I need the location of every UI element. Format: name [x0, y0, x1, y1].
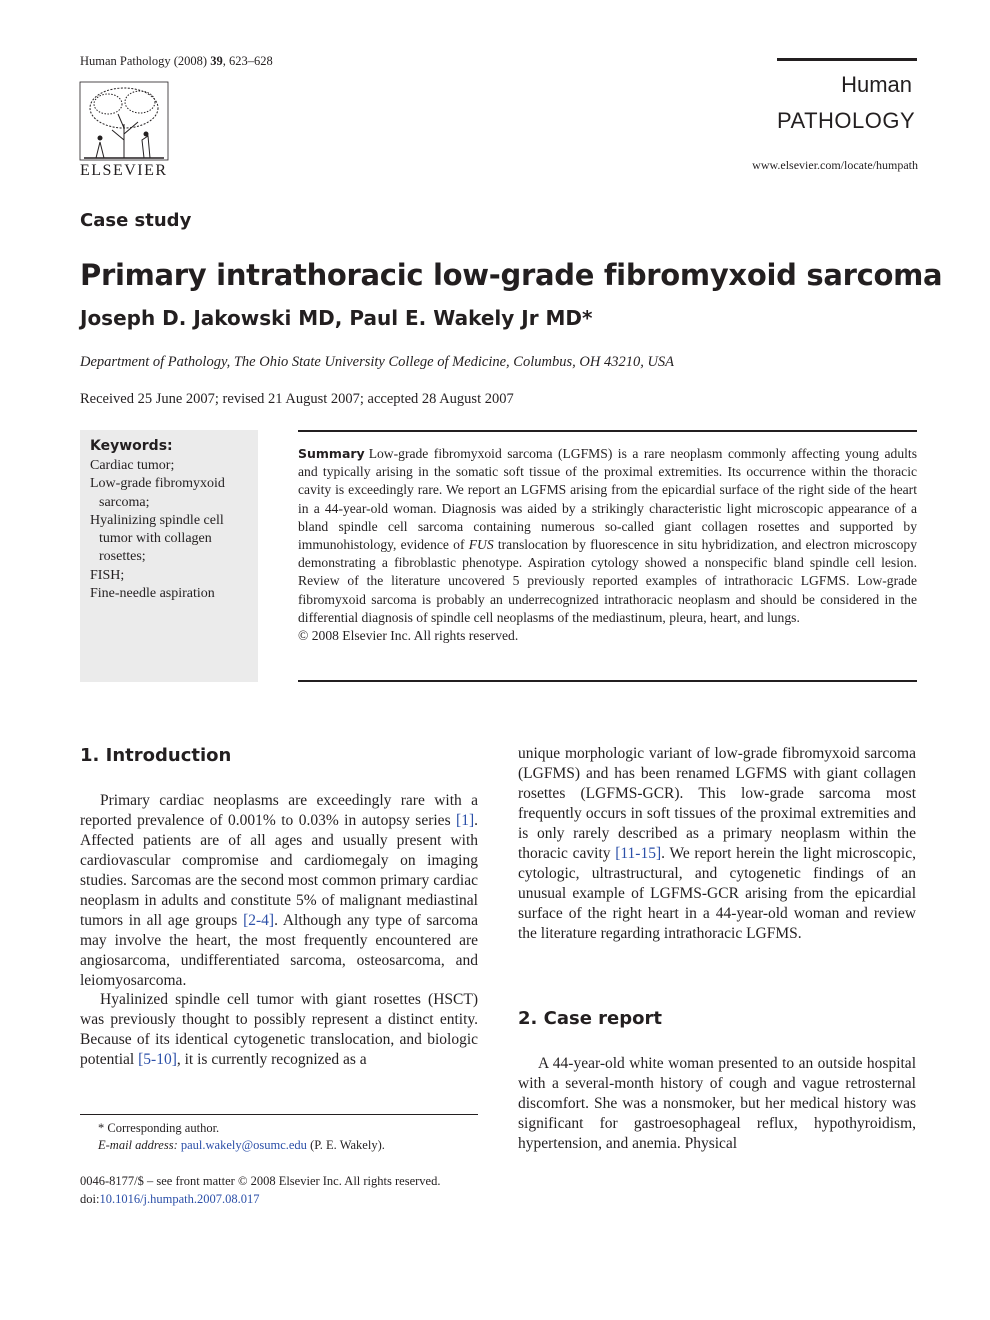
corresponding-author-note: * Corresponding author. — [98, 1121, 220, 1135]
abstract-label: Summary — [298, 446, 365, 461]
affiliation: Department of Pathology, The Ohio State University College of Medicine, Columbus, OH 43210, USA — [80, 354, 675, 370]
abstract-top-rule — [298, 430, 917, 432]
doi-link[interactable]: 10.1016/j.humpath.2007.08.017 — [99, 1192, 260, 1206]
footnote-rule — [80, 1114, 478, 1115]
keywords-heading: Keywords: — [90, 438, 173, 454]
article-title: Primary intrathoracic low-grade fibromyxoid sarcoma — [80, 258, 943, 292]
abstract-copyright: © 2008 Elsevier Inc. All rights reserved. — [298, 628, 519, 644]
keyword-item: Low-grade fibromyxoid sarcoma; — [90, 476, 225, 510]
author-list: Joseph D. Jakowski MD, Paul E. Wakely Jr MD* — [80, 306, 593, 330]
abstract-bottom-rule — [298, 680, 917, 682]
journal-logo-rule — [777, 58, 917, 61]
keywords-box — [80, 430, 258, 682]
reference-link-5-10[interactable]: [5-10] — [138, 1051, 177, 1068]
publisher-name: ELSEVIER — [80, 162, 168, 179]
keyword-item: Cardiac tumor; — [90, 458, 175, 473]
reference-link-11-15[interactable]: [11-15] — [615, 845, 662, 862]
keyword-item: FISH; — [90, 567, 125, 583]
journal-name-line2: PATHOLOGY — [777, 108, 916, 133]
case-report-heading: 2. Case report — [518, 1008, 662, 1029]
abstract — [298, 445, 917, 645]
reference-link-1[interactable]: [1] — [456, 812, 475, 829]
doi-line: doi:10.1016/j.humpath.2007.08.017 — [80, 1192, 260, 1206]
introduction-paragraph-1: Primary cardiac neoplasms are exceedingly rare with a reported prevalence of 0.001% to 0.03% in autopsy series [1]. Affected patients are of all ages and usually present with cardiovascular compromise and cardiomegaly on imaging studies. Sarcomas are the second most common primary cardiac neoplasm in adults and constitute 5% of malignant mediastinal tumors in all age groups [2-4]. Although any type of sarcoma may involve the heart, the most frequently encountered are angiosarcoma, undifferentiated sarcoma, osteosarcoma, and leiomyosarcoma. — [80, 792, 478, 989]
reference-link-2-4[interactable]: [2-4] — [243, 912, 275, 929]
keyword-item: Hyalinizing spindle cell tumor with collagen rosettes; — [90, 512, 224, 565]
introduction-paragraph-2-continued: unique morphologic variant of low-grade fibromyxoid sarcoma (LGFMS) and has been renamed LGFMS with giant collagen rosettes (LGFMS-GCR). This low-grade sarcoma most frequently occurs in soft tissues of the proximal extremities and is only rarely described as a primary neoplasm within the thoracic cavity [11-15]. We report herein the light microscopic, cytologic, ultrastructural, and cytogenetic findings of an unusual example of LGFMS-GCR arising from the epicardial surface of the right heart in a 44-year-old woman and review the literature regarding intrathoracic LGFMS. — [518, 745, 916, 942]
introduction-heading: 1. Introduction — [80, 745, 232, 766]
article-history: Received 25 June 2007; revised 21 August 2007; accepted 28 August 2007 — [80, 391, 514, 407]
issn-line: 0046-8177/$ – see front matter © 2008 Elsevier Inc. All rights reserved. — [80, 1174, 441, 1188]
article-type: Case study — [80, 210, 192, 231]
email-note: E-mail address: paul.wakely@osumc.edu (P. E. Wakely). — [98, 1138, 385, 1152]
journal-url[interactable]: www.elsevier.com/locate/humpath — [752, 158, 918, 172]
journal-name-line1: Human — [841, 72, 912, 97]
keyword-item: Fine-needle aspiration — [90, 586, 215, 602]
introduction-paragraph-2: Hyalinized spindle cell tumor with giant rosettes (HSCT) was previously thought to possibly represent a distinct entity. Because of its identical cytogenetic translocation, and biologic potential [5-10], it is currently recognized as a — [80, 991, 478, 1068]
journal-citation: Human Pathology (2008) 39, 623–628 — [80, 54, 273, 68]
case-report-paragraph-1: A 44-year-old white woman presented to an outside hospital with a several-month history of cough and vague retrosternal discomfort. She was a nonsmoker, but her medical history was significant for gastroesophageal reflux, hypothyroidism, hypertension, and anemia. Physical — [518, 1055, 916, 1152]
abstract-text-continued: translocation by fluorescence in situ hybridization, and electron microscopy demonstrating a fibroblastic phenotype. Aspiration cytology showed a nonspecific bland spindle cell lesion. Review of the literature uncovered 5 previously reported examples of intrathoracic LGFMS. Low-grade fibromyxoid sarcoma is probably an underrecognized intrathoracic neoplasm and should be considered in the differential diagnosis of spindle cell neoplasms of the mediastinum, pleura, heart, and lungs. — [298, 537, 917, 625]
abstract-text: Low-grade fibromyxoid sarcoma (LGFMS) is a rare neoplasm commonly affecting young adults and typically arising in the somatic soft tissue of the proximal extremities. Its occurrence within the thoracic cavity is exceedingly rare. We report an LGFMS arising from the epicardial surface of the right side of the heart in a 44-year-old woman. Diagnosis was aided by a strikingly characteristic light microscopic appearance of a bland spindle cell sarcoma containing numerous so-called giant collagen rosettes and supported by immunohistology, evidence of — [298, 446, 917, 553]
author-email-link[interactable]: paul.wakely@osumc.edu — [180, 1138, 307, 1152]
abstract-gene-name: FUS — [468, 537, 494, 553]
